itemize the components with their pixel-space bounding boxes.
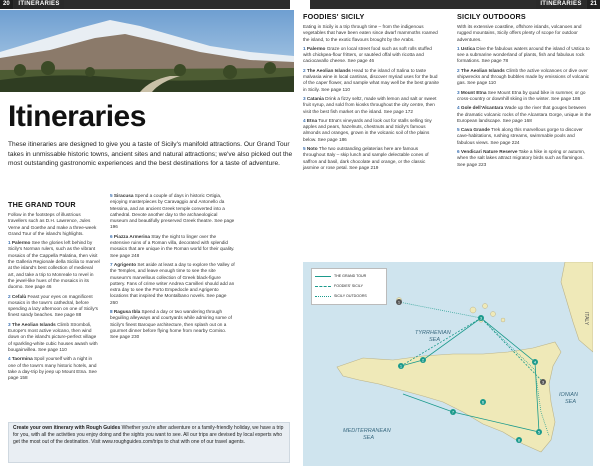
outdoors-column (457, 12, 592, 171)
left-page-header (0, 0, 240, 9)
map-legend (311, 268, 387, 305)
page-title: Itineraries (8, 100, 146, 133)
svg-text:5: 5 (537, 429, 541, 435)
list-item: 4 Taormina Spoil yourself with a night in one of the town's many historic hotels, and take a day-trip by jeep up Mount Etna. See page 158 (8, 356, 97, 381)
intro-paragraph: These itineraries are designed to give you a taste of Sicily's manifold attractions. Our Grand Tour takes in unmissable historic towns, ancient sites and natural attractions; we've also picked out the most outstanding gastronomic experiences and the best destinations for a taste of adventure. (8, 141, 293, 167)
foodies-column (303, 12, 441, 174)
legend-foodies: FOODIES' SICILY (315, 281, 383, 291)
left-page-number: 20 (0, 0, 13, 9)
right-section-label: ITINERARIES (536, 0, 585, 9)
list-item: 2 The Aeolian Islands Climb the active volcanoes or dive over shipwrecks and through bubbles made by emissions of volcanic gas. See page 110 (457, 67, 590, 86)
section-lead: Eating in Sicily is a trip through time – from the indigenous vegetables that have been eaten since dwarf mammoths roamed the island, to the exotic flavours brought by the Arabs. (303, 24, 438, 42)
list-item: 3 Mount Etna See Mount Etna by quad bike in summer, or go cross-country or downhill skiing in the winter. See page 186 (457, 89, 586, 101)
section-heading: THE GRAND TOUR (8, 200, 76, 209)
svg-text:IONIAN: IONIAN (559, 392, 578, 398)
legend-outdoors: SICILY OUTDOORS (315, 291, 383, 301)
list-item: 5 Noto The two outstanding gelaterias here are famous throughout Italy – skip lunch and sample delectable cones of saffron and basil, dark chocolate and orange, or the classic jasmine or rose petal. See page 219 (303, 146, 429, 170)
svg-text:6: 6 (481, 399, 485, 405)
list-item: 3 Catania Drink a fizzy seltz, made with lemon and salt or sweet fruit syrup, and sold from kiosks throughout the city centre, then visit the best fish market on the island. See page 172 (303, 95, 437, 114)
svg-text:MEDITERRANEAN: MEDITERRANEAN (343, 428, 391, 434)
svg-text:1: 1 (399, 363, 403, 369)
list-item: 1 Ustica Dive the fabulous waters around the island of Ustica to see a submarine wonderland of plants, fish and fabulous rock formations. See page 78 (457, 45, 590, 64)
grand-tour-column-1 (8, 200, 100, 384)
section-heading: SICILY OUTDOORS (457, 12, 526, 21)
right-page-header (360, 0, 600, 9)
svg-text:3: 3 (479, 315, 483, 321)
svg-text:8: 8 (517, 437, 521, 443)
etna-landscape-photo (0, 10, 294, 92)
svg-text:SEA: SEA (565, 399, 577, 405)
svg-text:4: 4 (533, 359, 537, 365)
left-section-label: ITINERARIES (14, 0, 63, 9)
list-item: 2 Cefalù Feast your eyes on magnificent mosaics in the town's cathedral, before spending a lazy afternoon on one of Sicily's finest sandy beaches. See page 88 (8, 293, 99, 318)
list-item: 2 The Aeolian Islands Head to the island of Salina to taste malvasia wine in local cantinas, discover myriad uses for the bud of the caper flower, and sample what may well be the best granite in Sicily. See page 110 (303, 67, 440, 92)
list-item: 8 Ragusa Ibla Spend a day or two wandering through beguiling alleyways and courtyards while admiring some of Sicily's finest Baroque architecture, then splash out on a gourmet dinner before flying home from nearby Comiso. See page 230 (110, 309, 232, 340)
right-page-number: 21 (587, 0, 600, 9)
svg-text:TYRRHENIAN: TYRRHENIAN (415, 330, 451, 336)
svg-text:SEA: SEA (363, 435, 375, 441)
list-item: 5 Siracusa Spend a couple of days in historic Ortigia, enjoying masterpieces by Caravaggio and Antonello da Messina, and an ancient Greek temple converted into a cathedral. Devote another day to the archaeological museum and beautifully preserved Greek theatre. See page 196 (110, 193, 235, 230)
section-lead: Follow in the footsteps of illustrious travellers such as D.H. Lawrence, Jules Verne and Goethe and make a three-week Grand Tour of the island's highlights. (8, 212, 97, 236)
svg-text:3: 3 (541, 379, 545, 385)
list-item: 3 The Aeolian Islands Climb Stromboli, Europe's most active volcano, then wind down on the island's picture-perfect village of sparkling-white cubic houses awash with bougainvillea. See page 110 (8, 321, 98, 352)
list-item: 1 Palermo Graze on local street food such as soft rolls stuffed with chickpea-flour fritters, or sautéed offal with ricotta and caciocavallo cheese. See page 46 (303, 45, 432, 64)
rough-guides-promo-box (8, 422, 290, 463)
svg-text:7: 7 (451, 409, 455, 415)
promo-heading: Create your own itinerary with Rough Guides (13, 425, 121, 431)
list-item: 4 Etna Tour Etna's vineyards and look out for stalls selling tiny apples and pears, hazelnuts, chestnuts and Sicily's famous almonds and oranges, grown in the volcanic soil of the plains below. See page 186 (303, 117, 432, 142)
list-item: 7 Agrigento Set aside at least a day to explore the Valley of the Temples, and leave enough time to see the site museum's marvellous collection of Greek black-figure pottery. Fans of crime writer Andrea Camilleri should add an extra day to see the Porto Empedocle and Agrigento locations that inspired the Montalbano novels. See page 260 (110, 261, 235, 305)
section-lead: With its extensive coastline, offshore islands, volcanoes and rugged mountains, Sicily offers plenty of scope for outdoor adventures. (457, 24, 582, 42)
list-item: 6 Vendicari Nature Reserve Take a hike in spring or autumn, when the salt lakes attract migratory birds such as flamingos. See page 223 (457, 149, 586, 167)
grand-tour-column-2 (110, 193, 235, 344)
svg-text:ITALY: ITALY (583, 312, 589, 326)
legend-grand-tour: THE GRAND TOUR (315, 271, 383, 281)
svg-text:SEA: SEA (429, 337, 441, 343)
svg-text:1: 1 (397, 299, 401, 305)
promo-text: Whether you're after adventure or a family-friendly holiday, we have a trip for you, with all the activities you enjoy doing and the sights you want to see. All our trips are devised by local experts who get the most out of the destination. Visit www.roughguides.com/trips to chat with one of our travel agents. (13, 425, 284, 445)
svg-text:2: 2 (421, 357, 425, 363)
list-item: 4 Gole dell'Alcantara Wade up the river that gouges between the dramatic volcanic rocks of the Alcantara Gorge, unique in the European landscape. See page 168 (457, 105, 592, 123)
section-heading: FOODIES' SICILY (303, 12, 365, 21)
list-item: 5 Cava Grande Trek along this marvellous gorge to discover cave-habitations, rushing streams, swimmable pools and fabulous views. See page 224 (457, 127, 583, 145)
list-item: 6 Piazza Armerina Stay the night to linger over the extensive ruins of a Roman villa, decorated with splendid mosaics that are unique in the Roman world for their quality. See page 248 (110, 233, 235, 258)
list-item: 1 Palermo See the glories left behind by Sicily's Norman rulers, such as the vibrant mosaics of the Cappella Palatina, then visit the Galleria Regionale della Sicilia to marvel at the island's best collection of medieval art, and take a trip to Monreale to revel in the jewel-like hues of the mosaics in its duomo. See page 46 (8, 240, 100, 290)
